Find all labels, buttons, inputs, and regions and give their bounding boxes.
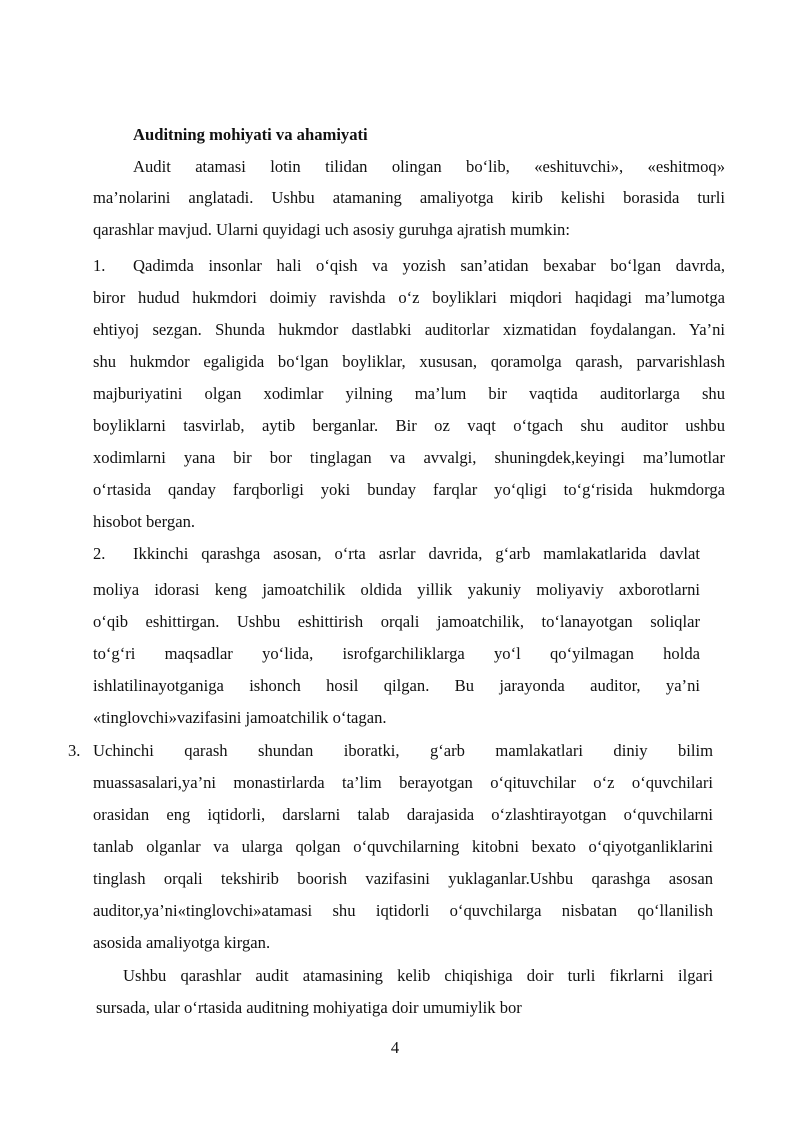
item-2-number: 2. — [93, 544, 106, 563]
item-1-line-3: ehtiyoj sezgan. Shunda hukmdor dastlabki auditorlar xizmatidan foydalangan. Ya’ni — [93, 320, 725, 339]
item-1-line-1: Qadimda insonlar hali o‘qish va yozish san’atidan bexabar bo‘lgan davrda, — [133, 256, 725, 275]
item-3-line-6: auditor,ya’ni«tinglovchi»atamasi shu iqtidorli o‘quvchilarga nisbatan qo‘llanilish — [93, 901, 713, 920]
item-1-number: 1. — [93, 256, 106, 275]
conclusion-line-1: Ushbu qarashlar audit atamasining kelib chiqishiga doir turli fikrlarni ilgari — [123, 966, 713, 985]
item-3-line-5: tinglash orqali tekshirib boorish vazifasini yuklaganlar.Ushbu qarashga asosan — [93, 869, 713, 888]
conclusion-line-2: sursada, ular o‘rtasida auditning mohiyatiga doir umumiylik bor — [96, 998, 522, 1017]
item-2-line-1: Ikkinchi qarashga asosan, o‘rta asrlar davrida, g‘arb mamlakatlarida davlat — [133, 544, 700, 563]
item-3-line-7: asosida amaliyotga kirgan. — [93, 933, 271, 952]
item-3-line-1: Uchinchi qarash shundan iboratki, g‘arb mamlakatlari diniy bilim — [93, 741, 713, 760]
item-1-line-7: xodimlarni yana bir bor tinglagan va avvalgi, shuningdek,keyingi ma’lumotlar — [93, 448, 725, 467]
item-1-line-2: biror hudud hukmdori doimiy ravishda o‘z boyliklari miqdori haqidagi ma’lumotga — [93, 288, 725, 307]
item-2-line-4: to‘g‘ri maqsadlar yo‘lida, isrofgarchiliklarga yo‘l qo‘yilmagan holda — [93, 644, 700, 663]
item-2-line-3: o‘qib eshittirgan. Ushbu eshittirish orqali jamoatchilik, to‘lanayotgan soliqlar — [93, 612, 700, 631]
item-3-line-2: muassasalari,ya’ni monastirlarda ta’lim berayotgan o‘qituvchilar o‘z o‘quvchilari — [93, 773, 713, 792]
item-1-line-8: o‘rtasida qanday farqborligi yoki bunday farqlar yo‘qligi to‘g‘risida hukmdorga — [93, 480, 725, 499]
section-heading: Auditning mohiyati va ahamiyati — [133, 125, 368, 144]
item-1-line-9: hisobot bergan. — [93, 512, 196, 531]
item-1-line-4: shu hukmdor egaligida bo‘lgan boyliklar, xususan, qoramolga qarash, parvarishlash — [93, 352, 725, 371]
item-3-line-4: tanlab olganlar va ularga qolgan o‘quvchilarning kitobni bexato o‘qiyotganliklarini — [93, 837, 713, 856]
item-1-line-5: majburiyatini olgan xodimlar yilning ma’lum bir vaqtida auditorlarga shu — [93, 384, 725, 403]
item-2-line-5: ishlatilinayotganiga ishonch hosil qilgan. Bu jarayonda auditor, ya’ni — [93, 676, 700, 695]
item-3-line-3: orasidan eng iqtidorli, darslarni talab darajasida o‘zlashtirayotgan o‘quvchilarni — [93, 805, 713, 824]
intro-line-3: qarashlar mavjud. Ularni quyidagi uch asosiy guruhga ajratish mumkin: — [93, 220, 570, 239]
intro-line-2: ma’nolarini anglatadi. Ushbu atamaning amaliyotga kirib kelishi borasida turli — [93, 188, 725, 207]
item-3-number: 3. — [68, 741, 81, 760]
page-number: 4 — [390, 1038, 400, 1057]
item-2-line-2: moliya idorasi keng jamoatchilik oldida yillik yakuniy moliyaviy axborotlarni — [93, 580, 700, 599]
intro-line-1: Audit atamasi lotin tilidan olingan bo‘lib, «eshituvchi», «eshitmoq» — [133, 157, 725, 176]
item-2-line-6: «tinglovchi»vazifasini jamoatchilik o‘tagan. — [93, 708, 387, 727]
item-1-line-6: boyliklarni tasvirlab, aytib berganlar. Bir oz vaqt o‘tgach shu auditor ushbu — [93, 416, 725, 435]
